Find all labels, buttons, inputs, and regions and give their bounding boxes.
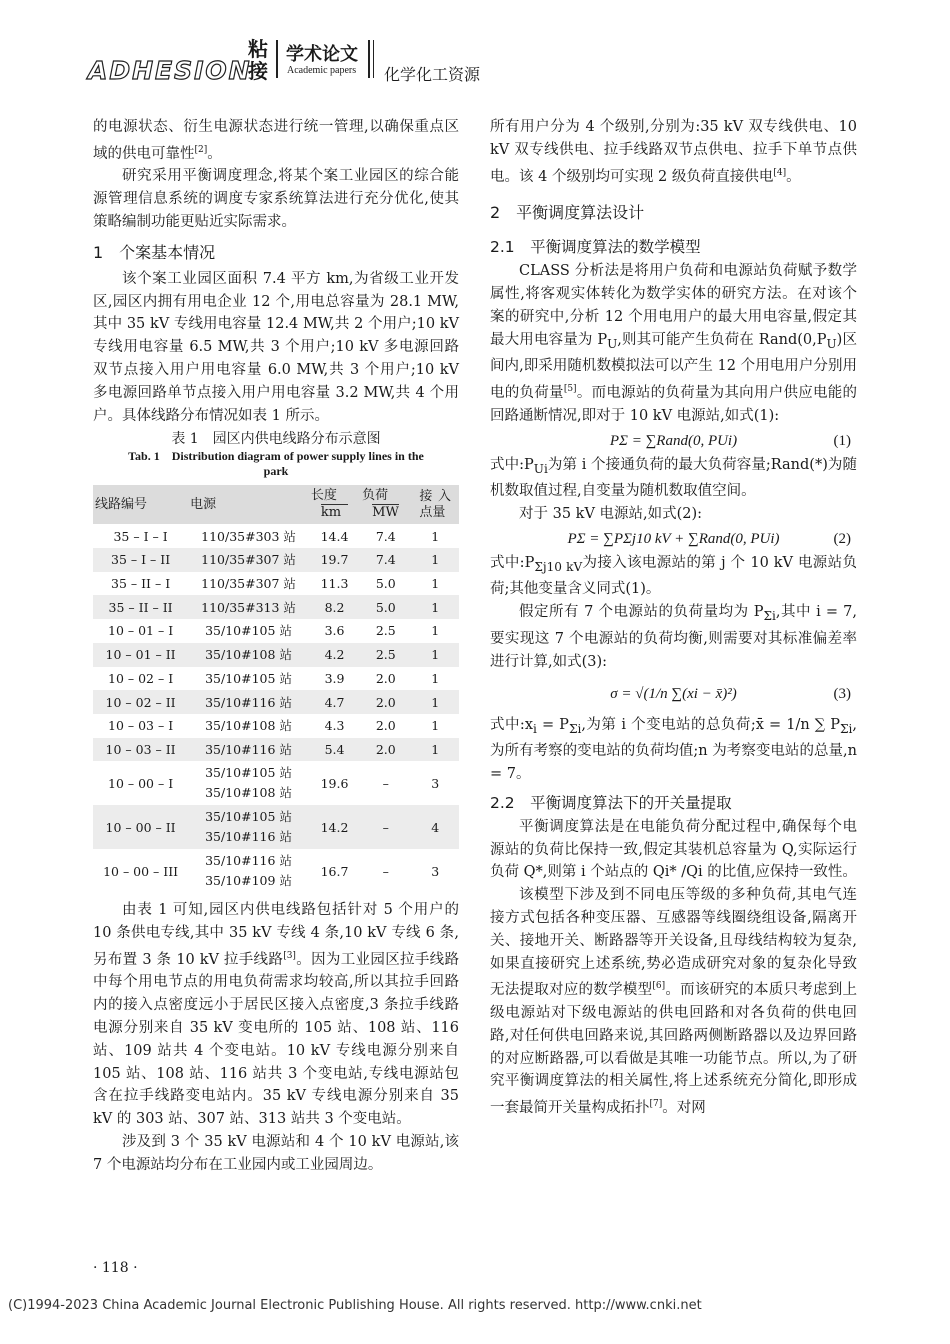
- citation: [7]: [649, 1099, 663, 1110]
- cell-length: 8.2: [309, 595, 360, 619]
- cell-load: 5.0: [360, 595, 411, 619]
- cell-line: 35 – I – I: [113, 528, 168, 544]
- cell-points: 1: [411, 690, 459, 714]
- cell-source: 35/10#105 站 35/10#116 站: [188, 805, 309, 849]
- copyright-line: (C)1994-2023 China Academic Journal Electronic Publishing House. All rights reserved. http://www.cnki.net: [8, 1298, 702, 1313]
- cell-line: 10 – 02 – I: [108, 670, 174, 686]
- cell-length: 4.7: [309, 690, 360, 714]
- paragraph: 式中$:P_{Ui}$为第 i 个接通负荷的最大负荷容量;Rand(*)为随机数取值过程,自变量为随机数取值空间。: [490, 456, 857, 500]
- logo-chinese: [248, 38, 274, 82]
- paragraph: 的电源状态、衍生电源状态进行统一管理,以确保重点区域的供电可靠性[2]。: [93, 119, 459, 162]
- cell-length: 19.7: [309, 548, 360, 572]
- cell-source: 35/10#105 站: [205, 670, 292, 686]
- table-row: [93, 849, 459, 893]
- col-header-points: 接入点量: [411, 485, 459, 524]
- page-number: · 118 ·: [93, 1260, 138, 1276]
- cell-load: –: [382, 863, 389, 879]
- cell-load: 2.0: [375, 670, 396, 686]
- paragraph: 所有用户分为 4 个级别,分别为:35 kV 双专线供电、10 kV 双专线供电、拉手线路双节点供电、拉手下单节点供电。该 4 个级别均可实现 2 级负荷直接供电[4]。: [490, 119, 857, 185]
- paragraph: 假定所有 7 个电源站的负荷量均为 $P_{\Sigma i}$,其中 i = 7,要实现这 7 个电源站的负荷均衡,则需要对其标准偏差率进行计算,如式(3):: [490, 604, 858, 670]
- cell-line: 10 – 00 – I: [108, 775, 174, 791]
- cell-line: 10 – 03 – II: [93, 738, 188, 762]
- cell-length: 3.9: [324, 670, 345, 686]
- equation-number: (1): [833, 432, 851, 449]
- paragraph: 对于 35 kV 电源站,如式(2):: [519, 506, 703, 522]
- table-row: [93, 548, 459, 572]
- cell-points: 1: [431, 623, 440, 639]
- cell-length: 3.6: [324, 623, 345, 639]
- table-row: [93, 595, 459, 619]
- paragraph: 由表 1 可知,园区内供电线路包括针对 5 个用户的 10 条供电专线,其中 35 kV 专线 4 条,10 kV 专线 6 条,另布置 3 条 10 kV 拉手线路[3]。因为工业园区拉手线路中每个用电节点的用电负荷需求均较高,所以其拉手回路内的接入点密度远小于居民区接入点密度,3 条拉手线路电源分别来自 35 kV 变电所的 105 站、108 站、116 站、109 站共 4 个变电站。10 kV 专线电源分别来自 105 站、108 站、116 站共 3 个变电站,专线电源站包含在拉手线路变电站内。35 kV 专线电源分别来自 35 kV 的 303 站、307 站、313 站共 3 个变电站。: [93, 902, 459, 1128]
- section-heading: 2 平衡调度算法设计: [490, 203, 645, 223]
- logo-char-2: 接: [248, 59, 268, 83]
- table-caption-en: Tab. 1 Distribution diagram of power supply lines in the park: [128, 449, 424, 479]
- cell-load: 2.5: [360, 643, 411, 667]
- power-lines-table: [93, 485, 459, 893]
- paragraph: 研究采用平衡调度理念,将某个案工业园区的综合能源管理信息系统的调度专家系统算法进行充分优化,使其策略编制功能更贴近实际需求。: [93, 168, 459, 231]
- header-subtitle: Academic papers: [287, 65, 357, 76]
- table-row: [93, 572, 459, 596]
- cell-points: 1: [431, 718, 440, 734]
- cell-line: 10 – 00 – III: [103, 863, 179, 879]
- cell-length: 11.3: [320, 576, 349, 592]
- table-row: [93, 761, 459, 805]
- cell-source: 35/10#105 站 35/10#108 站: [205, 765, 292, 801]
- cell-load: 7.4: [375, 528, 396, 544]
- citation: [5]: [563, 384, 577, 395]
- header-divider: [276, 40, 278, 78]
- cell-length: 14.2: [309, 805, 360, 849]
- cell-source: 110/35#307 站: [188, 548, 309, 572]
- equation-1: PΣ = ∑Rand(0, PUi) (1): [490, 428, 857, 454]
- cell-line: 10 – 02 – II: [93, 690, 188, 714]
- cell-load: 2.5: [375, 623, 396, 639]
- cell-length: 14.4: [320, 528, 349, 544]
- section-heading: 1 个案基本情况: [93, 242, 216, 262]
- right-column: [490, 116, 857, 1120]
- header-category: 化学化工资源: [384, 65, 481, 84]
- table-row: [93, 738, 459, 762]
- table-row: [93, 667, 459, 691]
- col-header-length: 长度 km: [309, 485, 360, 524]
- header-divider: [373, 40, 374, 78]
- paragraph: 式中$:P_{\Sigma j10 kV}$为接入该电源站的第 j 个 10 kV 电源站负荷;其他变量含义同式(1)。: [490, 554, 857, 598]
- cell-points: 1: [411, 548, 459, 572]
- cell-load: 5.0: [375, 576, 396, 592]
- table-caption: 表 1 园区内供电线路分布示意图: [171, 431, 381, 448]
- cell-points: 3: [431, 775, 440, 791]
- cell-points: 1: [411, 643, 459, 667]
- cell-length: 4.3: [324, 718, 345, 734]
- paragraph: CLASS 分析法是将用户负荷和电源站负荷赋予数学属性,将客观实体转化为数学实体的研究方法。在对该个案的研究中,分析 12 个用电用户的最大用电容量,假定其最大用电容量为 $P_U$,则其可能产生负荷在 $Rand(0,P_U)$区间内,即采用随机数模拟法可以产生 12 个用电用户分别用电的负荷量[5]。而电源站的负荷量为其向用户供应电能的回路通断情况,即对于 10 kV 电源站,如式(1):: [490, 263, 858, 424]
- col-header-line: 线路编号: [93, 485, 188, 524]
- cell-points: 1: [431, 576, 440, 592]
- cell-points: 4: [411, 805, 459, 849]
- cell-line: 35 – II – II: [93, 595, 188, 619]
- cell-length: 19.6: [320, 775, 349, 791]
- table-row: [93, 643, 459, 667]
- header-divider: [368, 40, 370, 78]
- subsection-heading: 2.1 平衡调度算法的数学模型: [490, 238, 701, 257]
- cell-source: 35/10#116 站: [188, 690, 309, 714]
- paragraph: 该模型下涉及到不同电压等级的多种负荷,其电气连接方式包括各种变压器、互感器等线圈绕组设备,隔离开关、接地开关、断路器等开关设备,且母线结构较为复杂,如果直接研究上述系统,势必造成研究对象的复杂化导致无法提取对应的数学模型[6]。而该研究的本质只考虑到上级电源站对下级电源站的供电回路和对各负荷的供电回路,对任何供电回路来说,其回路两侧断路器以及边界回路的对应断路器,可以看做是其唯一功能节点。所以,为了研究平衡调度算法的相关属性,将上述系统充分简化,即形成一套最简开关量构成拓扑[7]。对网: [490, 887, 858, 1117]
- cell-load: 2.0: [375, 718, 396, 734]
- cell-length: 4.2: [309, 643, 360, 667]
- cell-length: 16.7: [320, 863, 349, 879]
- cell-source: 35/10#108 站: [205, 718, 292, 734]
- cell-points: 1: [431, 670, 440, 686]
- table-row: [93, 805, 459, 849]
- cell-source: 35/10#105 站: [205, 623, 292, 639]
- cell-load: –: [360, 805, 411, 849]
- cell-source: 35/10#108 站: [188, 643, 309, 667]
- cell-points: 1: [431, 528, 440, 544]
- col-header-load: 负荷 MW: [360, 485, 411, 524]
- left-column: [93, 116, 459, 1177]
- citation: [2]: [194, 144, 208, 155]
- cell-line: 35 – I – II: [93, 548, 188, 572]
- paragraph: 涉及到 3 个 35 kV 电源站和 4 个 10 kV 电源站,该 7 个电源站均分布在工业园内或工业园周边。: [93, 1134, 459, 1173]
- citation: [4]: [773, 167, 787, 178]
- cell-source: 110/35#307 站: [201, 576, 296, 592]
- table-row: [93, 619, 459, 643]
- cell-line: 10 – 00 – II: [93, 805, 188, 849]
- cell-load: 2.0: [360, 690, 411, 714]
- col-header-source: 电源: [188, 485, 309, 524]
- cell-line: 10 – 01 – I: [108, 623, 174, 639]
- cell-points: 1: [411, 595, 459, 619]
- subsection-heading: 2.2 平衡调度算法下的开关量提取: [490, 793, 732, 812]
- cell-points: 3: [431, 863, 440, 879]
- cell-source: 35/10#116 站: [188, 738, 309, 762]
- cell-load: 2.0: [360, 738, 411, 762]
- equation-2: PΣ = ∑PΣj10 kV + ∑Rand(0, PUi) (2): [490, 526, 857, 552]
- cell-line: 10 – 03 – I: [108, 718, 174, 734]
- citation: [6]: [652, 981, 666, 992]
- cell-line: 10 – 01 – II: [93, 643, 188, 667]
- cell-source: 110/35#303 站: [201, 528, 296, 544]
- paragraph: 式中$:x_i = P_{\Sigma i}$,为第 i 个变电站的总负荷;x̄ = 1/n ∑ $P_{\Sigma i}$,为所有考察的变电站的负荷均值;n 为考察变电站的总量,n = 7。: [490, 716, 857, 783]
- equation-3: σ = √(1/n ∑(xi − x̄)²) (3): [490, 674, 857, 714]
- equation-number: (2): [833, 530, 851, 547]
- cell-source: 35/10#116 站 35/10#109 站: [205, 853, 292, 889]
- table-row: [93, 690, 459, 714]
- equation-number: (3): [833, 685, 851, 702]
- table-row: [93, 524, 459, 548]
- cell-load: 7.4: [360, 548, 411, 572]
- cell-points: 1: [411, 738, 459, 762]
- logo-char-1: 粘: [248, 37, 268, 61]
- table-row: [93, 714, 459, 738]
- cell-load: –: [382, 775, 389, 791]
- cell-length: 5.4: [309, 738, 360, 762]
- cell-source: 110/35#313 站: [188, 595, 309, 619]
- paragraph: 该个案工业园区面积 7.4 平方 km,为省级工业开发区,园区内拥有用电企业 12 个,用电总容量为 28.1 MW,其中 35 kV 专线用电容量 12.4 MW,共 2 个用户;10 kV 专线用电容量 6.5 MW,共 3 个用户;10 kV 多电源回路双节点接入用户用电容量 6.0 MW,共 3 个用户;10 kV 多电源回路单节点接入用户用电容量 3.2 MW,共 4 个用户。具体线路分布情况如表 1 所示。: [93, 270, 459, 424]
- header-title: 学术论文: [286, 44, 358, 65]
- citation: [3]: [283, 950, 296, 961]
- logo-adhesion: ADHESION: [88, 56, 252, 85]
- cell-line: 35 – II – I: [111, 576, 171, 592]
- paragraph: 平衡调度算法是在电能负荷分配过程中,确保每个电源站的负荷比保持一致,假定其装机总容量为 Q,实际运行负荷 Q*,则第 i 个站点的 Qi* /Qi 的比值,应保持一致性。: [490, 818, 857, 881]
